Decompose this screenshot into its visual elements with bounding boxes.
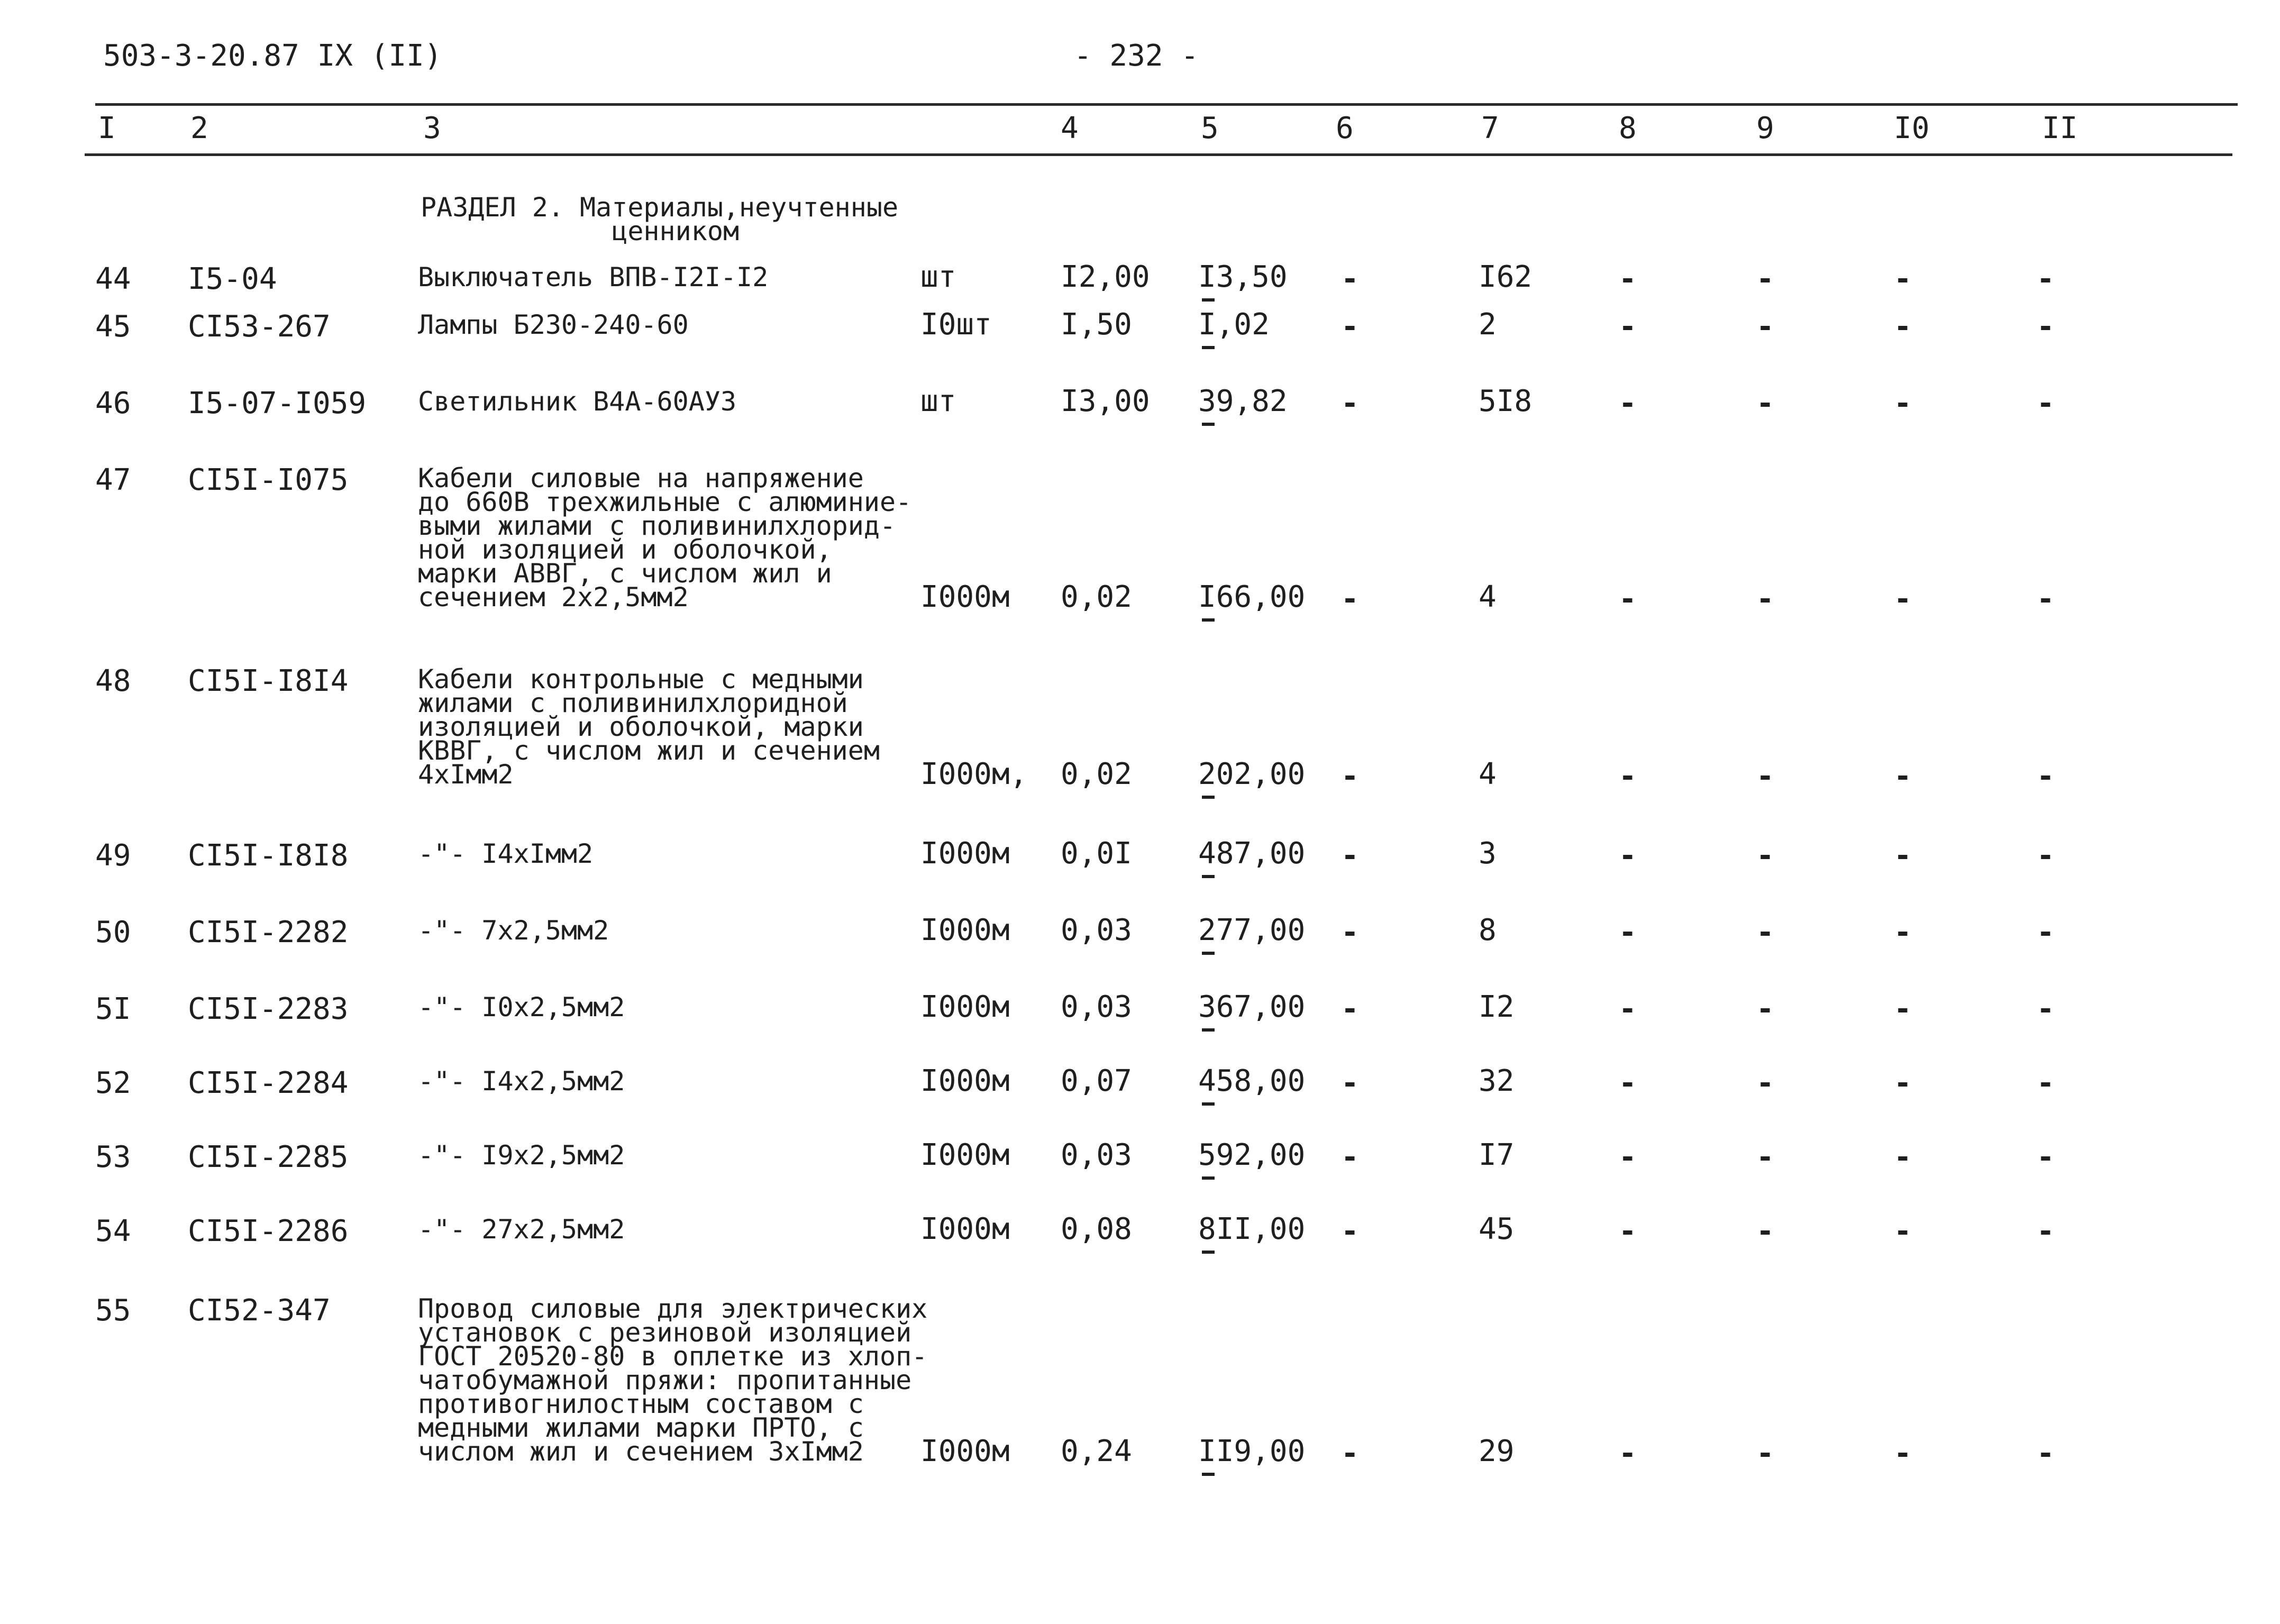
empty-value-dash: - [2037,1436,2055,1471]
unit: I000м [920,1064,1010,1098]
total: 45 [1479,1212,1515,1246]
row-number: 47 [95,463,131,497]
unit: I000м [920,1434,1010,1468]
empty-value-dash: - [1756,1214,1774,1248]
price-underline-mark [1202,1473,1215,1476]
empty-value-dash: - [1341,992,1359,1026]
item-code: I5-07-I059 [188,386,367,421]
empty-value-dash: - [2037,262,2055,296]
item-description: -"- I4хIмм2 [418,838,594,869]
empty-value-dash: - [1619,838,1637,873]
empty-value-dash: - [2037,838,2055,873]
unit-price: 277,00 [1198,913,1306,947]
unit: I000м [920,1138,1010,1172]
unit-price: I3,50 [1198,260,1288,294]
item-description: Провод силовые для электрических установок с резиновой изоляцией ГОСТ 20520-80 в оплетке из хлоп- чатобумажной пряжи: пропитанные противогнилостным составом с медными жилами марки ПРТО, с числом жил и сечением 3хIмм2 [418,1293,928,1467]
row-number: 46 [95,386,131,421]
row-number: 44 [95,262,131,296]
empty-value-dash: - [1341,1066,1359,1100]
empty-value-dash: - [1619,386,1637,421]
empty-value-dash: - [1619,915,1637,950]
item-code: CI5I-I8I8 [188,838,349,873]
total: 29 [1479,1434,1515,1468]
unit-price: 367,00 [1198,990,1306,1024]
quantity: 0,24 [1061,1434,1132,1468]
item-code: CI5I-I075 [188,463,349,497]
empty-value-dash: - [1341,1140,1359,1174]
unit: I000м [920,580,1010,614]
empty-value-dash: - [1894,1436,1912,1471]
empty-value-dash: - [1894,1066,1912,1100]
price-underline-mark [1202,1028,1215,1032]
empty-value-dash: - [1894,838,1912,873]
item-code: I5-04 [188,262,277,296]
column-header: 5 [1201,111,1219,145]
total: 2 [1479,307,1497,342]
empty-value-dash: - [1619,1140,1637,1174]
row-number: 54 [95,1214,131,1248]
quantity: 0,0I [1061,836,1132,871]
item-code: CI5I-2286 [188,1214,349,1248]
empty-value-dash: - [1756,1140,1774,1174]
total: I7 [1479,1138,1515,1172]
empty-value-dash: - [1894,262,1912,296]
row-number: 55 [95,1293,131,1328]
total: I62 [1479,260,1533,294]
empty-value-dash: - [2037,1066,2055,1100]
item-description: Светильник В4А-60АУЗ [418,386,737,417]
item-description: -"- I0х2,5мм2 [418,992,625,1023]
empty-value-dash: - [1756,582,1774,616]
unit-price: 202,00 [1198,757,1306,791]
column-header: 6 [1336,111,1354,145]
item-code: CI52-347 [188,1293,331,1328]
column-header: I0 [1894,111,1930,145]
item-code: CI5I-I8I4 [188,664,349,698]
empty-value-dash: - [1341,838,1359,873]
row-number: 45 [95,309,131,344]
empty-value-dash: - [1341,759,1359,793]
empty-value-dash: - [1341,262,1359,296]
item-description: -"- 7х2,5мм2 [418,915,609,946]
empty-value-dash: - [2037,582,2055,616]
quantity: 0,07 [1061,1064,1132,1098]
price-underline-mark [1202,796,1215,799]
row-number: 49 [95,838,131,873]
item-description: Лампы Б230-240-60 [418,309,689,340]
empty-value-dash: - [1894,582,1912,616]
empty-value-dash: - [1619,262,1637,296]
empty-value-dash: - [1894,309,1912,344]
empty-value-dash: - [2037,309,2055,344]
item-code: CI53-267 [188,309,331,344]
total: 4 [1479,757,1497,791]
total: 32 [1479,1064,1515,1098]
empty-value-dash: - [1756,992,1774,1026]
empty-value-dash: - [1756,838,1774,873]
quantity: 0,02 [1061,757,1132,791]
empty-value-dash: - [1341,582,1359,616]
total: 5I8 [1479,384,1533,418]
unit-price: 592,00 [1198,1138,1306,1172]
quantity: 0,02 [1061,580,1132,614]
empty-value-dash: - [1619,1214,1637,1248]
empty-value-dash: - [2037,759,2055,793]
page-number: - 232 - [1074,39,1199,73]
empty-value-dash: - [1756,915,1774,950]
empty-value-dash: - [2037,915,2055,950]
row-number: 5I [95,992,131,1026]
empty-value-dash: - [1894,1140,1912,1174]
empty-value-dash: - [1341,915,1359,950]
unit: I000м [920,990,1010,1024]
empty-value-dash: - [1619,582,1637,616]
price-underline-mark [1202,618,1215,622]
empty-value-dash: - [1894,759,1912,793]
row-number: 48 [95,664,131,698]
column-header: II [2042,111,2078,145]
unit-price: I66,00 [1198,580,1306,614]
empty-value-dash: - [1894,915,1912,950]
quantity: I2,00 [1061,260,1150,294]
column-header: 9 [1756,111,1774,145]
empty-value-dash: - [1756,1066,1774,1100]
empty-value-dash: - [1894,992,1912,1026]
unit: шт [920,384,956,418]
empty-value-dash: - [1619,309,1637,344]
quantity: 0,03 [1061,1138,1132,1172]
quantity: I3,00 [1061,384,1150,418]
price-underline-mark [1202,423,1215,426]
price-underline-mark [1202,346,1215,349]
price-underline-mark [1202,298,1215,302]
column-header: 2 [190,111,208,145]
column-header: 3 [423,111,441,145]
unit: I000м [920,913,1010,947]
unit: I000м [920,1212,1010,1246]
quantity: I,50 [1061,307,1132,342]
empty-value-dash: - [1619,1066,1637,1100]
item-description: -"- 27х2,5мм2 [418,1214,625,1245]
empty-value-dash: - [2037,1140,2055,1174]
total: I2 [1479,990,1515,1024]
section-title: РАЗДЕЛ 2. Материалы,неучтенные ценником [421,192,899,247]
item-code: CI5I-2284 [188,1066,349,1100]
item-code: CI5I-2282 [188,915,349,950]
empty-value-dash: - [1756,386,1774,421]
unit-price: I,02 [1198,307,1270,342]
empty-value-dash: - [1756,759,1774,793]
empty-value-dash: - [1894,386,1912,421]
empty-value-dash: - [2037,1214,2055,1248]
empty-value-dash: - [1619,992,1637,1026]
empty-value-dash: - [2037,992,2055,1026]
item-description: Кабели силовые на напряжение до 660В трехжильные с алюминие- выми жилами с поливинилхлорид- ной изоляцией и оболочкой, марки АВВГ, с числом жил и сечением 2х2,5мм2 [418,463,912,613]
empty-value-dash: - [1756,309,1774,344]
empty-value-dash: - [1619,759,1637,793]
unit: шт [920,260,956,294]
table-header-rule [85,153,2232,156]
column-header: 4 [1061,111,1079,145]
price-underline-mark [1202,1102,1215,1106]
column-header: 8 [1619,111,1637,145]
unit-price: 458,00 [1198,1064,1306,1098]
column-header: I [98,111,116,145]
unit-price: 39,82 [1198,384,1288,418]
item-description: Выключатель ВПВ-I2I-I2 [418,262,769,293]
empty-value-dash: - [2037,386,2055,421]
quantity: 0,03 [1061,990,1132,1024]
price-underline-mark [1202,1176,1215,1180]
column-header: 7 [1481,111,1499,145]
price-underline-mark [1202,952,1215,955]
item-code: CI5I-2283 [188,992,349,1026]
item-description: -"- I4х2,5мм2 [418,1066,625,1097]
unit-price: II9,00 [1198,1434,1306,1468]
empty-value-dash: - [1894,1214,1912,1248]
total: 8 [1479,913,1497,947]
unit: I0шт [920,307,992,342]
document-code: 503-3-20.87 IX (II) [103,39,442,73]
unit: I000м [920,836,1010,871]
empty-value-dash: - [1341,386,1359,421]
item-code: CI5I-2285 [188,1140,349,1174]
empty-value-dash: - [1756,1436,1774,1471]
empty-value-dash: - [1619,1436,1637,1471]
row-number: 50 [95,915,131,950]
table-top-rule [95,103,2238,106]
unit-price: 8II,00 [1198,1212,1306,1246]
price-underline-mark [1202,1251,1215,1254]
empty-value-dash: - [1341,1214,1359,1248]
unit: I000м, [920,757,1028,791]
item-description: -"- I9х2,5мм2 [418,1140,625,1171]
empty-value-dash: - [1341,1436,1359,1471]
empty-value-dash: - [1756,262,1774,296]
unit-price: 487,00 [1198,836,1306,871]
quantity: 0,08 [1061,1212,1132,1246]
quantity: 0,03 [1061,913,1132,947]
row-number: 52 [95,1066,131,1100]
row-number: 53 [95,1140,131,1174]
total: 4 [1479,580,1497,614]
total: 3 [1479,836,1497,871]
empty-value-dash: - [1341,309,1359,344]
price-underline-mark [1202,875,1215,878]
item-description: Кабели контрольные с медными жилами с поливинилхлоридной изоляцией и оболочкой, марки КВВГ, с числом жил и сечением 4хIмм2 [418,664,880,790]
